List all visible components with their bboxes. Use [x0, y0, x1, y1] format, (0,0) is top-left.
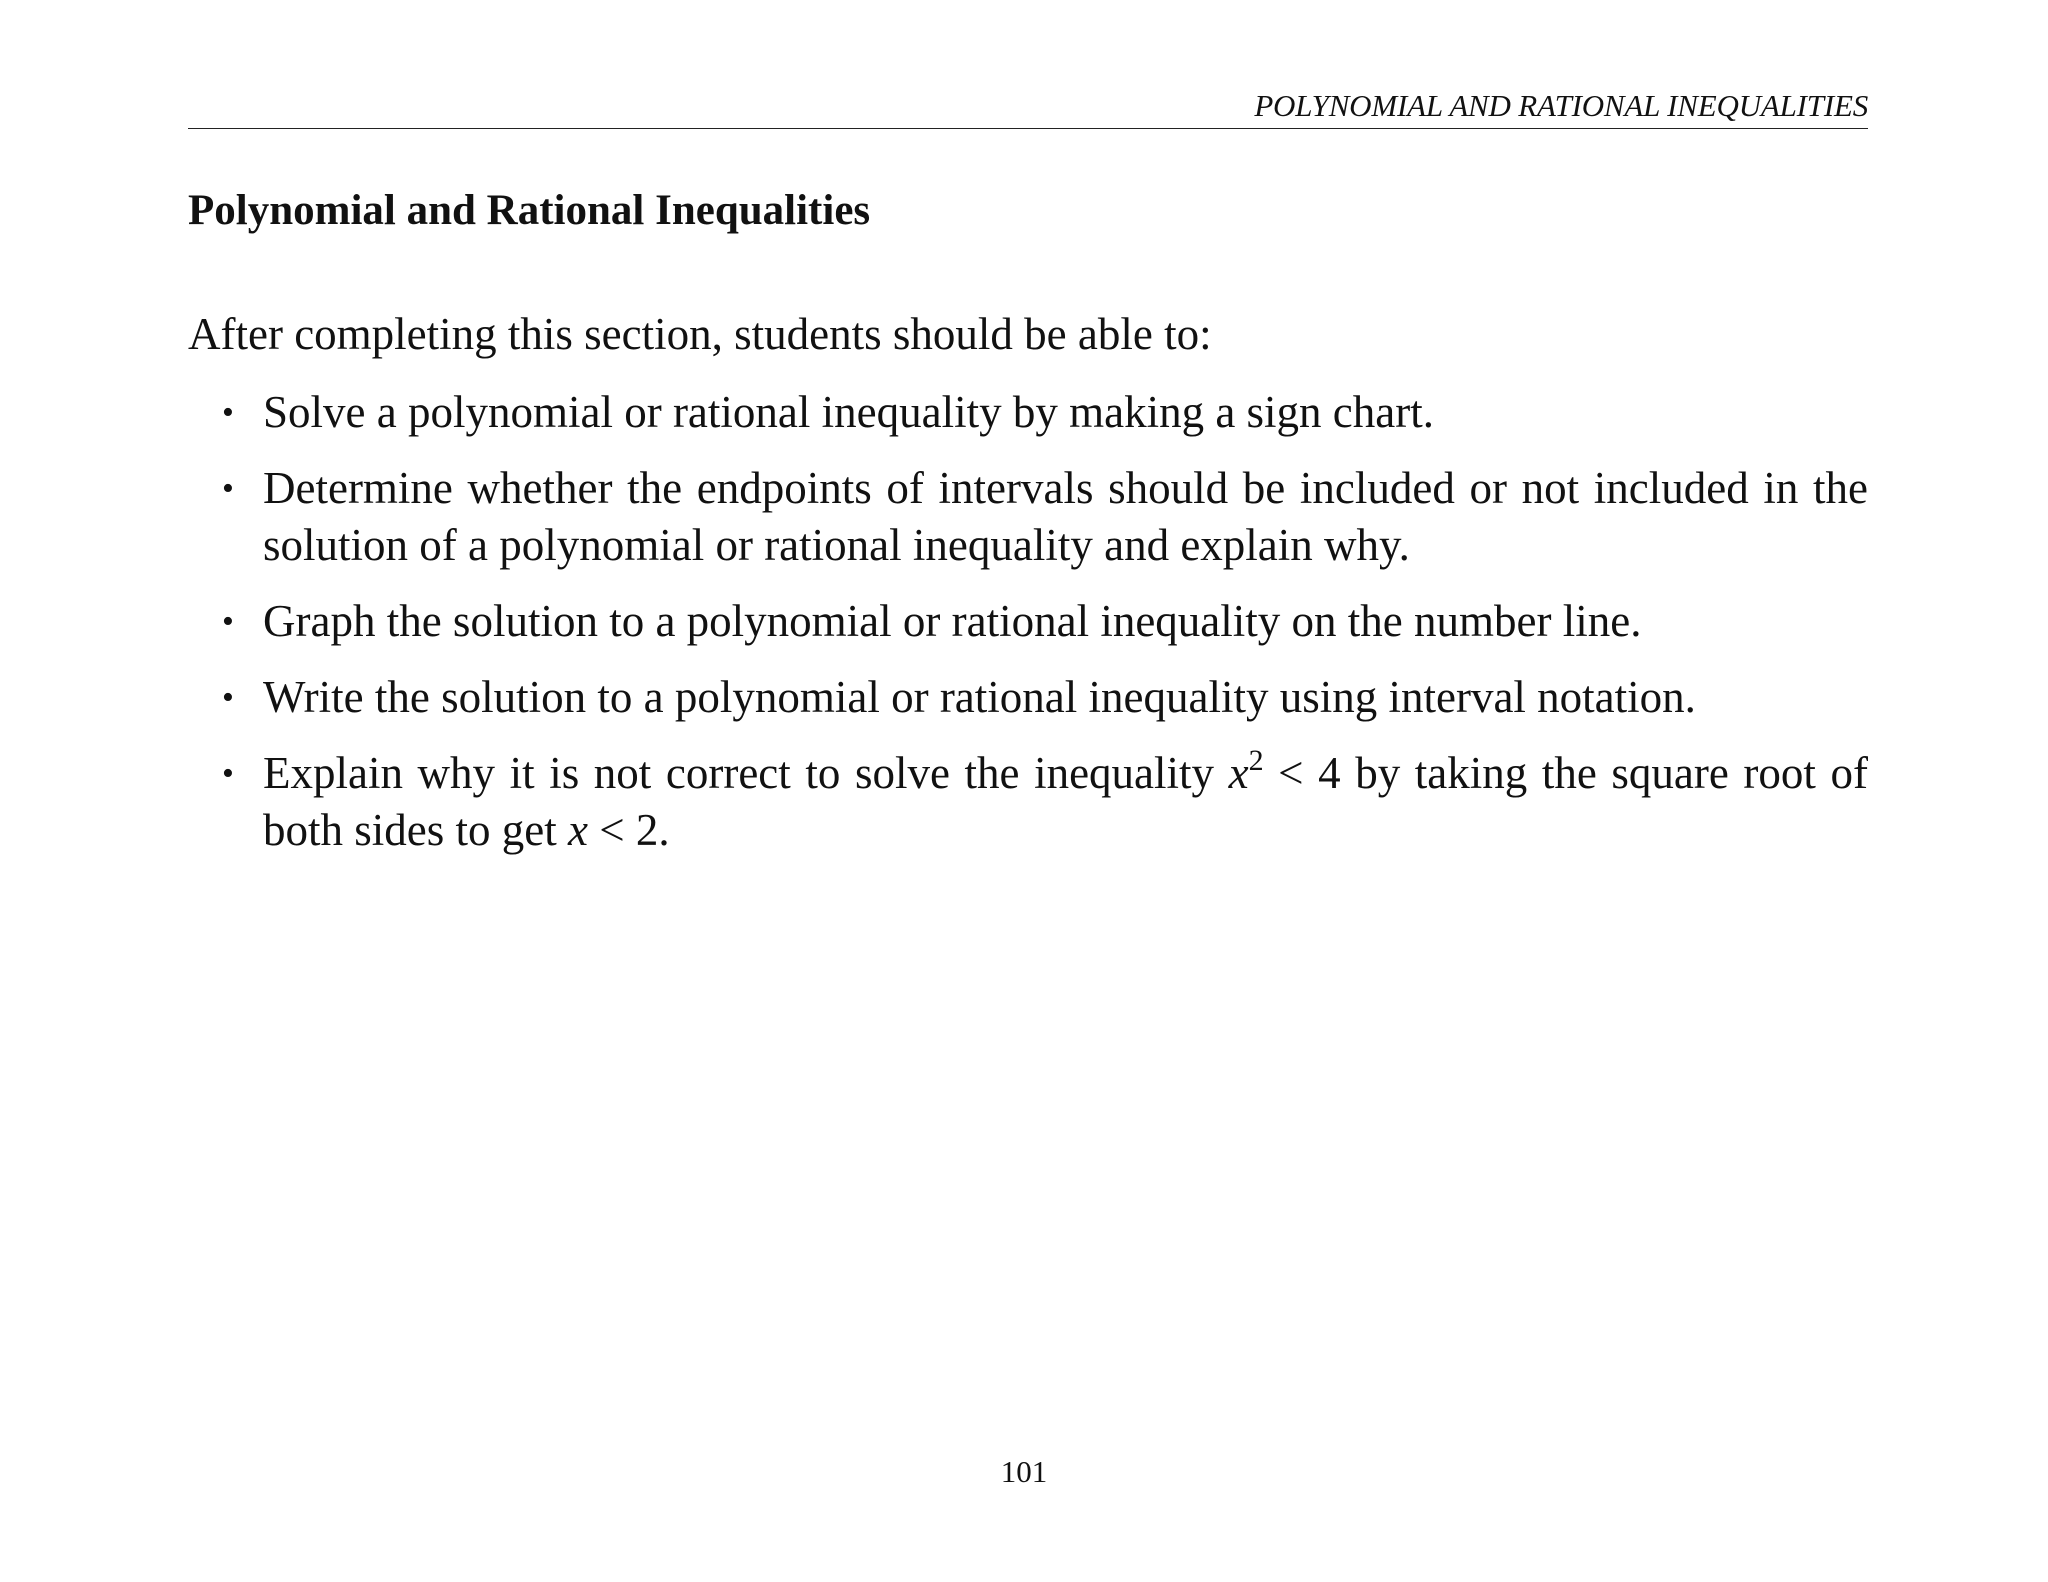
objective-text-middle: < 4 by taking the square root of both sides to get	[263, 748, 1868, 855]
bullet-icon: •	[222, 394, 234, 431]
math-variable: x	[567, 805, 588, 855]
bullet-icon: •	[222, 470, 234, 507]
objective-item	[188, 669, 1868, 726]
running-header: POLYNOMIAL AND RATIONAL INEQUALITIES	[1254, 88, 1868, 123]
bullet-icon: •	[222, 755, 234, 792]
objective-item	[188, 745, 1868, 859]
objective-text: Determine whether the endpoints of intervals should be included or not included in the solution of a polynomial or rational inequality and explain why.	[263, 463, 1868, 570]
objective-text-before: Explain why it is not correct to solve the inequality	[263, 748, 1229, 798]
objective-text: Solve a polynomial or rational inequality by making a sign chart.	[263, 387, 1434, 437]
objective-item	[188, 593, 1868, 650]
math-exponent: 2	[1248, 744, 1264, 777]
objective-text: Graph the solution to a polynomial or rational inequality on the number line.	[263, 596, 1642, 646]
objectives-list	[188, 384, 1868, 878]
objective-text: Write the solution to a polynomial or rational inequality using interval notation.	[263, 672, 1696, 722]
intro-text: After completing this section, students should be able to:	[188, 309, 1212, 359]
objective-text-after: < 2.	[587, 805, 670, 855]
objective-item	[188, 460, 1868, 574]
bullet-icon: •	[222, 603, 234, 640]
objective-item	[188, 384, 1868, 441]
bullet-icon: •	[222, 679, 234, 716]
math-variable: x	[1228, 748, 1249, 798]
page-number: 101	[1000, 1454, 1048, 1489]
section-title: Polynomial and Rational Inequalities	[188, 187, 871, 234]
header-rule	[188, 128, 1868, 129]
